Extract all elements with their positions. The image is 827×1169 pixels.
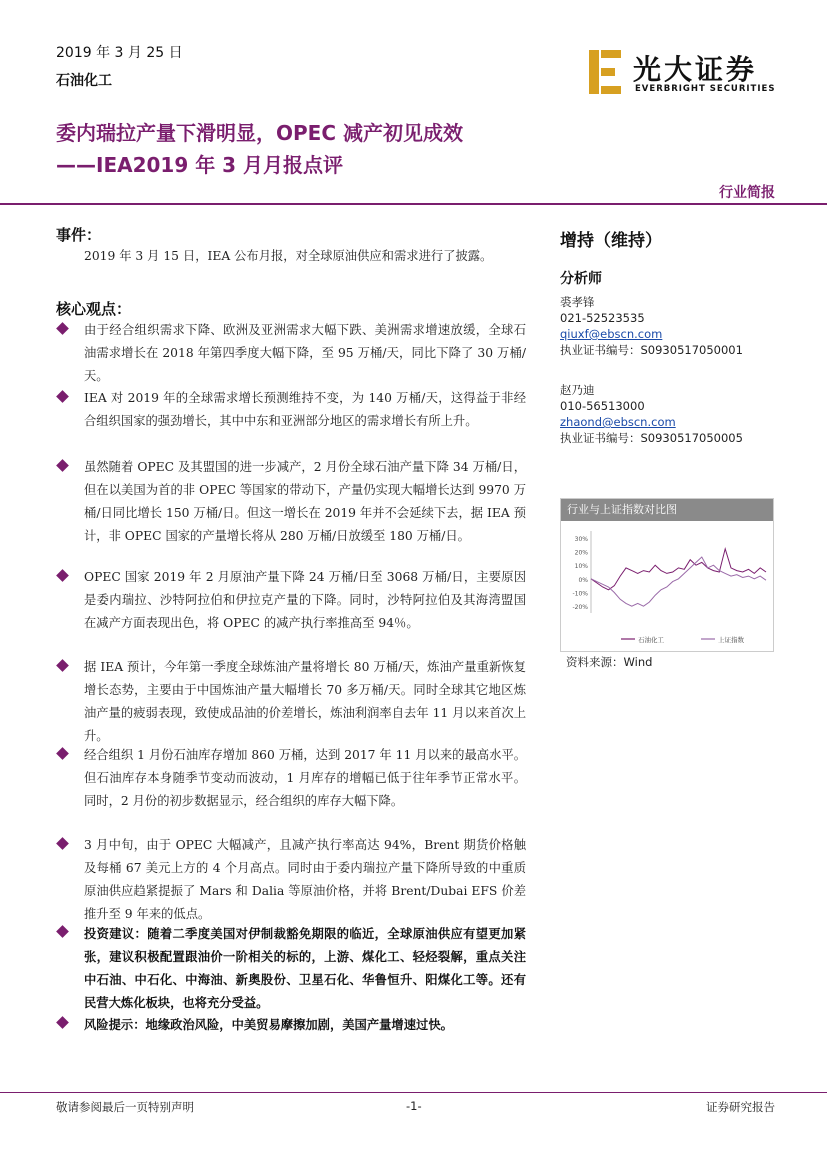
core-bullet (56, 456, 526, 548)
core-bullet (56, 744, 526, 813)
analyst-email-link[interactable]: zhaond@ebscn.com (560, 415, 676, 429)
report-title: 委内瑞拉产量下滑明显，OPEC 减产初见成效 (56, 121, 463, 145)
everbright-logo-icon (585, 46, 625, 96)
footer-disclaimer: 敬请参阅最后一页特别声明 (56, 1100, 194, 1114)
diamond-bullet-icon (56, 837, 69, 850)
core-bullet (56, 922, 526, 1014)
page-number: -1- (406, 1099, 422, 1113)
risk-warning: 风险提示：地缘政治风险，中美贸易摩擦加剧，美国产量增速过快。 (84, 1017, 453, 1032)
event-text: 2019 年 3 月 15 日，IEA 公布月报，对全球原油供应和需求进行了披露。 (84, 249, 493, 263)
legend-label: 上证指数 (718, 636, 744, 644)
diamond-bullet-icon (56, 747, 69, 760)
analyst-cert: 执业证书编号：S0930517050005 (560, 431, 743, 445)
diamond-bullet-icon (56, 925, 69, 938)
report-type: 行业简报 (719, 185, 775, 201)
analyst-cert: 执业证书编号：S0930517050001 (560, 343, 743, 357)
core-bullet-text: IEA 对 2019 年的全球需求增长预测维持不变，为 140 万桶/天，这得益于非经合组织国家的强劲增长，其中中东和亚洲部分地区的需求增长有所上升。 (84, 391, 526, 428)
diamond-bullet-icon (56, 569, 69, 582)
report-subtitle: ——IEA2019 年 3 月月报点评 (56, 153, 344, 177)
chart-source: 资料来源：Wind (566, 655, 653, 669)
y-tick-label: 30% (574, 535, 588, 543)
y-tick-label: 10% (574, 563, 588, 571)
analyst-name: 赵乃迪 (560, 383, 595, 397)
rating: 增持（维持） (560, 231, 662, 251)
report-date: 2019 年 3 月 25 日 (56, 45, 183, 61)
footer-divider (0, 1092, 827, 1093)
y-tick-label: 20% (574, 549, 588, 557)
analyst-phone: 021-52523535 (560, 311, 645, 325)
core-bullet (56, 387, 526, 433)
core-bullet-text: OPEC 国家 2019 年 2 月原油产量下降 24 万桶/日至 3068 万桶/日，主要原因是委内瑞拉、沙特阿拉伯和伊拉克产量的下降。同时，沙特阿拉伯及其海湾盟国在减产方面表现出色，将 OPEC 的减产执行率推高至 94％。 (84, 570, 526, 630)
series-line (591, 549, 766, 590)
diamond-bullet-icon (56, 322, 69, 335)
core-heading: 核心观点： (56, 300, 132, 318)
comparison-chart (560, 498, 774, 652)
analyst-card (560, 294, 743, 358)
diamond-bullet-icon (56, 390, 69, 403)
core-bullet-text: 经合组织 1 月份石油库存增加 860 万桶，达到 2017 年 11 月以来的最高水平。但石油库存本身随季节变动而波动，1 月库存的增幅已低于往年季节正常水平。同时，2 月份的初步数据显示，经合组织的库存大幅下降。 (84, 748, 526, 808)
diamond-bullet-icon (56, 1016, 69, 1029)
core-bullet (56, 319, 526, 388)
diamond-bullet-icon (56, 659, 69, 672)
y-tick-label: -10% (572, 590, 588, 598)
sector-label: 石油化工 (56, 73, 112, 89)
core-bullet-text: 虽然随着 OPEC 及其盟国的进一步减产，2 月份全球石油产量下降 34 万桶/日，但在以美国为首的非 OPEC 等国家的带动下，产量仍实现大幅增长达到 9970 万桶/日同比增长 150 万桶/日。但这一增长在 2019 年并不会延续下去，据 IEA 预计，非 OPEC 国家的产量增长将从 280 万桶/日放缓至 180 万桶/日。 (84, 460, 526, 543)
y-tick-label: 0% (578, 576, 588, 584)
core-bullet-text: 据 IEA 预计，今年第一季度全球炼油产量将增长 80 万桶/天，炼油产量重新恢复增长态势，主要由于中国炼油产量大幅增长 70 多万桶/天。同时全球其它地区炼油产量的疲弱表现，致使成品油的价差增长，炼油利润率自去年 11 月以来首次上升。 (84, 660, 526, 743)
footer-report-type: 证券研究报告 (706, 1100, 775, 1114)
core-bullet (56, 1013, 526, 1036)
diamond-bullet-icon (56, 459, 69, 472)
analyst-heading: 分析师 (560, 271, 602, 287)
chart-title: 行业与上证指数对比图 (561, 499, 773, 521)
investment-advice: 投资建议：随着二季度美国对伊制裁豁免期限的临近，全球原油供应有望更加紧张，建议积极配置跟油价一阶相关的标的，上游、煤化工、轻烃裂解，重点关注中石油、中石化、中海油、新奥股份、卫星石化、华鲁恒升、阳煤化工等。还有民营大炼化板块，也将充分受益。 (84, 926, 526, 1010)
analyst-phone: 010-56513000 (560, 399, 645, 413)
event-heading: 事件： (56, 226, 102, 244)
core-bullet-text: 3 月中旬，由于 OPEC 大幅减产，且减产执行率高达 94%，Brent 期货价格触及每桶 67 美元上方的 4 个月高点。同时由于委内瑞拉产量下降所导致的中重质原油供应趋紧提振了 Mars 和 Dalia 等原油价格，并将 Brent/Dubai EFS 价差推升至 9 年来的低点。 (84, 838, 526, 921)
analyst-name: 裘孝锋 (560, 295, 595, 309)
core-bullet (56, 566, 526, 635)
legend-label: 石油化工 (638, 636, 664, 644)
core-bullet (56, 656, 526, 748)
y-tick-label: -20% (572, 604, 588, 612)
chart-svg (561, 521, 773, 649)
core-bullet (56, 834, 526, 926)
everbright-logo (585, 46, 780, 98)
core-bullet-text: 由于经合组织需求下降、欧洲及亚洲需求大幅下跌、美洲需求增速放缓，全球石油需求增长在 2018 年第四季度大幅下降，至 95 万桶/天，同比下降了 30 万桶/天。 (84, 323, 526, 383)
header-divider (0, 203, 827, 205)
logo-english: EVERBRIGHT SECURITIES (635, 84, 776, 94)
analyst-card (560, 382, 743, 446)
analyst-email-link[interactable]: qiuxf@ebscn.com (560, 327, 663, 341)
logo-chinese: 光大证券 (633, 53, 758, 86)
